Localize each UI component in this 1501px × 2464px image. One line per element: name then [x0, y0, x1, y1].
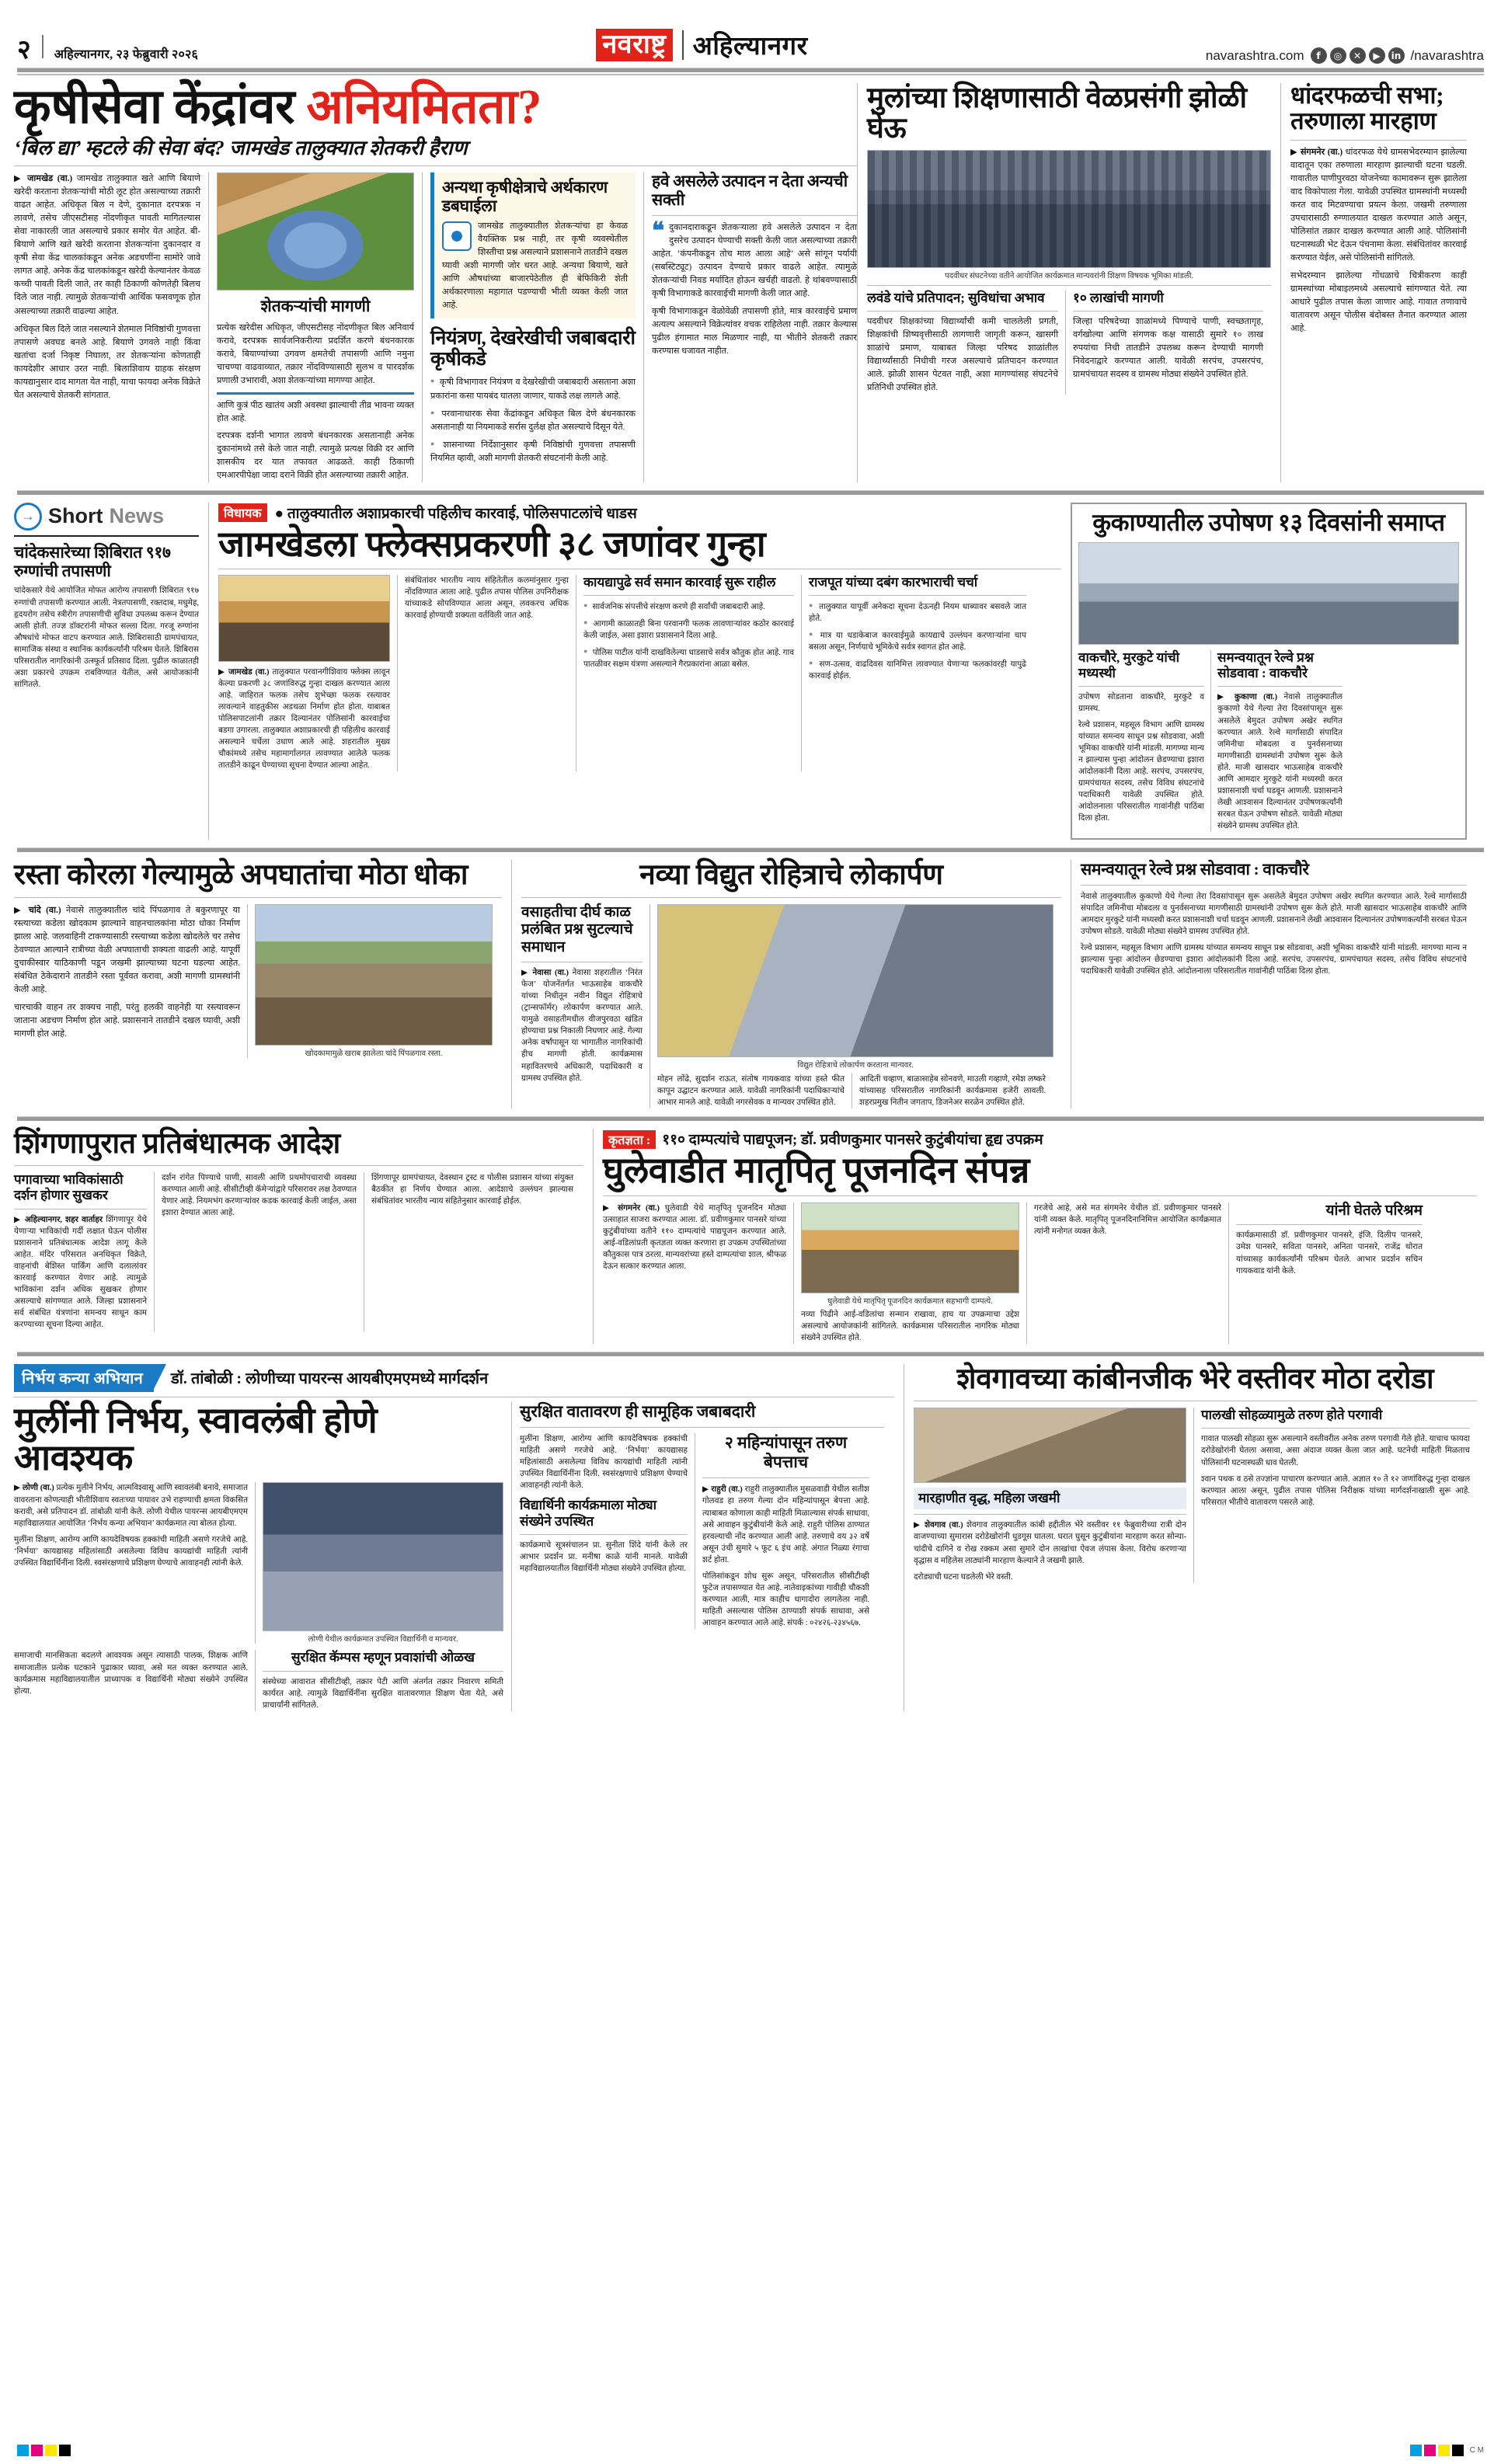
row-four: [14, 1129, 1487, 1344]
lead-body-4: कृषी विभागाकडून वेळोवेळी तपासणी होते, मात्र कारवाईचे प्रमाण अत्यल्प असल्याने विक्रेत्यांवर वचक राहिलेला नाही. तक्रार केल्यास पुढील हंगामात माल मिळणार नाही, या भीतीने शेतकरी तक्रार करण्यास धजावत नाहीत.: [652, 307, 857, 357]
road-photo: [255, 904, 493, 1046]
ghulewadi-kicker-label: कृतज्ञता :: [603, 1130, 656, 1149]
education-col-left: [867, 291, 1065, 394]
hunger-headline: कुकाण्यातील उपोषण १३ दिवसांनी समाप्त: [1092, 508, 1445, 536]
flex-sub-left: कायद्यापुढे सर्व समान कारवाई सुरू राहील: [583, 574, 776, 590]
masthead: [14, 0, 1487, 64]
road-body-2: चारचाकी वाहन तर शक्यच नाही, परंतु हलकी वाहनेही या रस्त्यावरून जाताना अडचण निर्माण होत आहे. प्रशासनाने तातडीने दखल घ्यावी, अशी मागणी होत आहे.: [14, 1002, 240, 1039]
flex-col-2: [397, 575, 576, 772]
list-item: ● पोलिस पाटील यांनी दाखविलेल्या धाडसाचे सर्वत्र कौतुक होत आहे. गाव पातळीवर सक्षम यंत्रणा असल्याने गैरप्रकारांना आळा बसेल.: [583, 646, 794, 670]
hunger-photo-caption: उपोषण सोडताना वाकचौरे, मुरकुटे व ग्रामस्थ.: [1078, 693, 1204, 714]
row-two: [14, 503, 1487, 840]
road-headline: रस्ता कोरला गेल्यामुळे अपघातांचा मोठा धोका: [14, 859, 468, 892]
flex-bullets-right: [809, 600, 1026, 682]
education-photo: [867, 150, 1271, 268]
farmers-demand-heading: शेतकऱ्यांची मागणी: [260, 297, 371, 316]
girls-body-2: मुलींना शिक्षण, आरोग्य आणि कायदेविषयक हक्कांची माहिती असणे गरजेचे आहे. ‘निर्भया’ कायद्यासह महिलांसाठी असलेल्या विविध कायद्यांची माहिती त्यांनी उपस्थित विद्यार्थिनींना दिली. स्वसंरक्षणाचे प्रशिक्षण घेण्याचे आवाहनही त्यांनी केले.: [14, 1535, 248, 1568]
lead-col-1: [14, 172, 208, 482]
ghulewadi-body-right: कार्यक्रमासाठी डॉ. प्रवीणकुमार पानसरे, इंजि. दिलीप पानसरे, उमेश पानसरे, सविता पानसरे, अनिता पानसरे, राजेंद्र थोरात यांच्यासह कार्यकर्त्यांनी परिश्रम घेतले. आभार प्रदर्शन सचिन गायकवाड यांनी केले.: [1236, 1231, 1423, 1276]
flex-body: ▶ जामखेड (वा.) तालुक्यात परवानगीशिवाय फ्लेक्स लावून केल्या प्रकरणी ३८ जणांविरुद्ध गुन्हा दाखल करण्यात आला आहे. जाहिरात फलक तसेच शुभेच्छा फलक रस्त्यावर लावल्याने वाहतुकीस अडथळा निर्माण होत होता. याबाबत पोलिसपाटलांनी तक्रार दिल्यानंतर पोलिसांनी कारवाईचा बडगा उगारला. तालुक्यात अशाप्रकारची ही पहिलीच कारवाई असल्याने चर्चेला उधाण आले आहे. शहरातील मुख्य चौकांमध्ये तसेच महामार्गालगत लावण्यात आलेले फलक तातडीने काढून घेण्याच्या सूचना देण्यात आल्या आहेत.: [218, 667, 390, 771]
agriculture-gear-icon: [442, 221, 472, 251]
shinganapur-col-2: [154, 1172, 364, 1331]
force-box-text: ❝ दुकानदाराकडून शेतकऱ्याला हवे असलेले उत्पादन न देता दुसरेच उत्पादन घेण्याची सक्ती केली जात असल्याच्या तक्रारी आहेत. ‘कंपनीकडून तोच माल आला आहे’ असे सांगून पर्यायी (सबस्टिट्यूट) उत्पादन देण्याचे प्रकार वाढले आहेत. त्यामुळे शेतकऱ्यांची निवड मर्यादित होऊन खर्चही वाढतो. हे थांबवण्यासाठी कृषी विभागाकडे कारवाईची मागणी केली जात आहे.: [652, 218, 857, 299]
short-news-header: [14, 503, 199, 531]
hunger-cont-body-2: रेल्वे प्रशासन, महसूल विभाग आणि ग्रामस्थ यांच्यात समन्वय साधून प्रश्न सोडवावा, अशी भूमिका वाकचौरे यांनी मांडली. मागण्या मान्य न झाल्यास पुन्हा आंदोलन छेडण्याचा इशारा आंदोलकांनी दिला आहे. सरपंच, उपसरपंच, ग्रामपंचायत सदस्य, तसेच विविध संघटनांचे पदाधिकारी यावेळी उपस्थित होते. आंदोलनाला परिसरातील गावांनीही पाठिंबा दिला होता.: [1081, 943, 1467, 976]
flex-bullets-left: [583, 600, 794, 670]
short-news-block: [14, 503, 208, 840]
fertilizer-photo: [217, 172, 414, 291]
girls-left: [14, 1402, 511, 1711]
road-col-right: [247, 904, 493, 1058]
shinganapur-body: ▶ अहिल्यानगर, शहर वार्ताहर शिंगणापूर येथे येणाऱ्या भाविकांची गर्दी लक्षात घेऊन पोलीस प्रशासनाने प्रतिबंधात्मक आदेश लागू केले आहेत. मंदिर परिसरात अनधिकृत विक्रेते, वाहनांची बेशिस्त पार्किंग आणि दलालांवर कारवाई करण्यात येणार आहे. त्यामुळे भाविकांना दर्शन अधिक सुखकर होणार असल्याचे सांगण्यात आले. जिल्हा प्रशासनाने सर्व संबंधित यंत्रणांना समन्वय साधून काम करण्याच्या सूचना दिल्या आहेत.: [14, 1215, 147, 1330]
robbery-sub-left: मारहाणीत वृद्ध, महिला जखमी: [914, 1488, 1186, 1509]
lead-headline: कृषीसेवा केंद्रांवर अनियमितता?: [14, 81, 542, 134]
hunger-cont-heading: समन्वयातून रेल्वे प्रश्न सोडवावा : वाकचौरे: [1081, 860, 1309, 879]
force-box-heading: हवे असलेले उत्पादन न देता अन्यची सक्ती: [652, 172, 848, 210]
flex-col-1: [218, 575, 397, 772]
ghulewadi-photo: [801, 1202, 1019, 1293]
list-item: ● सण-उत्सव, वाढदिवस यानिमित्त लावण्यात येणाऱ्या फलकांवरही यापुढे कारवाई होईल.: [809, 658, 1026, 682]
ghulewadi-body-3: गरजेचे आहे, असे मत संगमनेर येथील डॉ. प्रवीणकुमार पानसरे यांनी व्यक्त केले. मातृपितृ पूजनदिनानिमित्त आयोजित कार्यक्रमात त्यांनी मनोगत व्यक्त केले.: [1034, 1203, 1221, 1236]
girls-sub-left-body: संस्थेच्या आवारात सीसीटीव्ही, तक्रार पेटी आणि अंतर्गत तक्रार निवारण समिती कार्यरत आहे. त्यामुळे विद्यार्थिनींना सुरक्षित वातावरणात शिक्षण घेता येते, असे प्राचार्यांनी सांगितले.: [263, 1677, 503, 1710]
transformer-sub: वसाहतीचा दीर्घ काळ प्रलंबित प्रश्न सुटल्याचे समाधान: [521, 903, 633, 956]
cmyk-bar-right: [1410, 2445, 1464, 2456]
quote-icon: ❝: [652, 218, 665, 245]
ghulewadi-photo-caption: घुलेवाडी येथे मातृपितृ पूजनदिन कार्यक्रमात सहभागी दाम्पत्ये.: [827, 1296, 993, 1306]
facebook-icon[interactable]: f: [1311, 47, 1327, 64]
meeting-body: ▶ संगमनेर (वा.) धांदरफळ येथे ग्रामसभेदरम्यान झालेल्या वादातून एका तरुणाला मारहाण झाल्याची घटना घडली. गावातील पाणीपुरवठा योजनेच्या कामावरून सुरू झालेला वाद विकोपाला गेला. यावेळी उपस्थित ग्रामस्थांनी मध्यस्थी करत वाद मिटवण्याचा प्रयत्न केला. जखमी तरुणाला उपचारासाठी रुग्णालयात दाखल करण्यात आले असून, पोलिसांत तक्रार दाखल करण्यात आली आहे. पोलिसांनी घटनास्थळी भेट देऊन पंचनामा केला. संबंधितांवर कारवाई करण्यात येईल, असे पोलिसांनी सांगितले.: [1290, 147, 1468, 263]
shinganapur-story: [14, 1129, 593, 1344]
meeting-story: [1280, 83, 1467, 482]
list-item: ● परवानाधारक सेवा केंद्रांकडून अधिकृत बिल देणे बंधनकारक असतानाही या नियमाकडे सर्रास दुर्लक्ष होत असल्याचे दिसून येते.: [430, 408, 636, 434]
ghulewadi-sub-right: यांनी घेतले परिश्रम: [1325, 1202, 1423, 1219]
hunger-col-right: [1210, 650, 1343, 833]
robbery-body-2: गावात पालखी सोहळा सुरू असल्याने वस्तीवरील अनेक तरुण परगावी गेले होते. याचाच फायदा दरोडेखोरांनी घेतला असावा, असा अंदाज व्यक्त केला जात आहे. घटनेची माहिती मिळताच पोलिसांनी घटनास्थळी धाव घेतली.: [1201, 1435, 1470, 1467]
lead-headline-accent: अनियमितता?: [306, 81, 542, 134]
transformer-story: [511, 860, 1071, 1108]
ghulewadi-col-1: [603, 1202, 793, 1344]
flex-story: [208, 503, 1071, 840]
hunger-sub-right: समन्वयातून रेल्वे प्रश्न सोडवावा : वाकचौरे: [1217, 649, 1314, 680]
road-story: [14, 860, 511, 1108]
missing-body-2: पोलिसांकडून शोध सुरू असून, परिसरातील सीसीटीव्ही फुटेज तपासण्यात येत आहे. नातेवाइकांच्या गावीही चौकशी करण्यात आली, मात्र काहीच धागादोरा लागलेला नाही. माहिती असल्यास पोलिस ठाण्याशी संपर्क साधावा, असे आवाहन करण्यात आले आहे. संपर्क : ०२४२६-२३४५६७.: [702, 1571, 869, 1628]
lead-col-4: [643, 172, 857, 482]
x-twitter-icon[interactable]: ✕: [1350, 47, 1366, 64]
cmyk-registration-marks: [17, 2445, 71, 2456]
list-item: ● सार्वजनिक संपत्तीचे संरक्षण करणे ही सर्वांची जबाबदारी आहे.: [583, 600, 794, 613]
flex-col-3: [576, 575, 801, 772]
hunger-col-left: [1078, 650, 1210, 833]
transformer-body-3: आदिती चव्हाण, बाळासाहेब सोनवणे, माउली गव्हाणे, रमेश लष्करे यांच्यासह परिसरातील नागरिकांनी कार्यक्रमास हजेरी लावली. शहरप्रमुख नितीन जगताप, डिजनेअर सरळेन उपस्थित होते.: [859, 1074, 1046, 1107]
short-news-label-2: News: [109, 504, 165, 528]
flex-story-flag: विधायक: [218, 503, 267, 522]
arrow-circle-icon: [14, 503, 42, 531]
girls-body: ▶ लोणी (वा.) प्रत्येक मुलीने निर्भय, आत्मविश्वासू आणि स्वावलंबी बनावे, समाजात वावरताना कोणत्याही भीतीशिवाय स्वतःच्या पायावर उभे राहण्याची क्षमता विकसित करावी, असे प्रतिपादन डॉ. तांबोळी यांनी केले. लोणी येथील पायरन्स आयबीएमएम महाविद्यालयात आयोजित ‘निर्भय कन्या अभियान’ कार्यक्रमात त्या बोलत होत्या.: [14, 1484, 248, 1528]
transformer-body-2: मोहन लोंढे, सुदर्शन राऊत, संतोष गायकवाड यांच्या हस्ते फीत कापून उद्घाटन करण्यात आले. यावेळी नागरिकांनी पदाधिकाऱ्यांचे आभार मानले आहे. यावेळी नगरसेवक व मान्यवर उपस्थित होते.: [657, 1074, 845, 1107]
row-top: [14, 83, 1487, 482]
short-news-item-text: चांदेकसारे येथे आयोजित मोफत आरोग्य तपासणी शिबिरात ९१७ रुग्णांची तपासणी करण्यात आली. नेत्रतपासणी, रक्तदाब, मधुमेह, हृदयरोग तसेच स्त्रीरोग तपासणीची सुविधा उपलब्ध करून देण्यात आली होती. तज्ज्ञ डॉक्टरांनी मोफत सल्ला दिला. गरजू रुग्णांना औषधांचे मोफत वाटप करण्यात आले. शिबिरासाठी ग्रामपंचायत, सामाजिक संस्था व स्थानिक कार्यकर्त्यांनी परिश्रम घेतले. शिबिरास परिसरातील नागरिकांनी उत्स्फूर्त प्रतिसाद दिला. पुढील काळातही अशा प्रकारचे उपक्रम राबविण्यात येतील, असे आयोजकांनी सांगितले.: [14, 586, 199, 690]
education-col-right: [1065, 291, 1263, 394]
shinganapur-headline: शिंगणापुरात प्रतिबंधात्मक आदेश: [14, 1127, 340, 1160]
education-sub-left: लवंडे यांचे प्रतिपादन; सुविधांचा अभाव: [867, 291, 1045, 306]
robbery-photo-caption: दरोड्याची घटना घडलेली भेरे वस्ती.: [914, 1572, 1013, 1582]
hunger-body-2: रेल्वे प्रशासन, महसूल विभाग आणि ग्रामस्थ यांच्यात समन्वय साधून प्रश्न सोडवावा, अशी भूमिका वाकचौरे यांनी मांडली. मागण्या मान्य न झाल्यास पुन्हा आंदोलन छेडण्याचा इशारा आंदोलकांनी दिला आहे. सरपंच, उपसरपंच, ग्रामपंचायत सदस्य, तसेच विविध संघटनांचे पदाधिकारी यावेळी उपस्थित होते. आंदोलनाला परिसरातील गावांनीही पाठिंबा दिला होता.: [1078, 720, 1204, 823]
ghulewadi-story: [593, 1129, 1477, 1344]
short-news-label-1: Short: [48, 504, 103, 528]
transformer-headline: नव्या विद्युत रोहित्राचे लोकार्पण: [639, 859, 943, 892]
cmyk-bar-left: [17, 2445, 71, 2456]
lead-dateline-para: ▶ जामखेड (वा.) जामखेड तालुक्यात खते आणि बियाणे खरेदी करताना शेतकऱ्यांची मोठी लूट होत असल्याच्या तक्रारी वाढत आहेत. अधिकृत बिल न देणे, दुकानात दरपत्रक न लावणे, तसेच जीएसटीसह नोंदणीकृत पावती मागितल्यास सेवा नाकारली जात असल्याचे प्रकार समोर येत आहेत. बी-बियाणे आणि खते खरेदी करताना शेतकऱ्यांना दुकानदार व कृषी सेवा केंद्र चालकांकडून अनेक अडचणींना सामोरे जावे लागत आहे. अनेक केंद्र चालकांकडून खरेदी केल्यानंतर केवळ कच्ची पावती दिली जाते, तर काही ठिकाणी कोणतेही बिलच दिले जात नाही. त्यामुळे शेतकऱ्यांची आर्थिक फसवणूक होत असल्याच्या तक्रारी वाढल्या आहेत.: [14, 174, 200, 316]
social-handle[interactable]: /navarashtra: [1410, 47, 1484, 63]
list-item: ● कृषी विभागावर नियंत्रण व देखरेखीची जबाबदारी असताना अशा प्रकारांना कसा पायबंद घातला जाणार, याकडे लक्ष लागले आहे.: [430, 376, 636, 402]
row-five: [14, 1364, 1487, 1711]
transformer-col-1: [521, 904, 650, 1108]
website-link[interactable]: navarashtra.com: [1205, 47, 1304, 63]
control-box-bullets: [430, 376, 636, 465]
edition-date: अहिल्यानगर, २३ फेब्रुवारी २०२६: [54, 48, 199, 61]
education-photo-caption: पदवीधर संघटनेच्या वतीने आयोजित कार्यक्रमात मान्यवरांनी शिक्षण विषयक भूमिका मांडली.: [945, 272, 1193, 281]
robbery-col-left: [914, 1408, 1193, 1583]
short-news-item-heading: चांदेकसारेच्या शिबिरात ९१७ रुग्णांची तपासणी: [14, 542, 171, 581]
warning-box-text: जामखेड तालुक्यातील शेतकऱ्यांचा हा केवळ वैयक्तिक प्रश्न नाही, तर कृषी व्यवस्थेतील शिस्तीचा प्रश्न असल्याने प्रशासनाने तातडीने दखल घ्यावी अशी मागणी जोर धरत आहे. अन्यथा बियाणे, खते आणि औषधांच्या बाजारपेठेतील ही बेफिकिरी शेती अर्थकारणाला महागात पडण्याची भीती व्यक्त केली जात आहे.: [442, 221, 628, 311]
masthead-right: [1206, 47, 1484, 64]
masthead-divider: [42, 35, 44, 58]
masthead-logo[interactable]: [596, 27, 807, 62]
education-story: [857, 83, 1280, 482]
warning-box: [430, 172, 636, 318]
education-headline: मुलांच्या शिक्षणासाठी वेळप्रसंगी झोळी घेऊ: [867, 82, 1247, 145]
page-number: २: [17, 36, 31, 64]
masthead-rule-thin: [17, 74, 1484, 75]
masthead-left: [17, 35, 198, 64]
warning-box-heading: अन्यथा कृषीक्षेत्राचे अर्थकारण डबघाईला: [442, 178, 608, 215]
ghulewadi-headline: घुलेवाडीत मातृपितृ पूजनदिन संपन्न: [603, 1150, 1030, 1190]
farmers-demand-text: प्रत्येक खरेदीस अधिकृत, जीएसटीसह नोंदणीकृत बिल अनिवार्य करावे, दरपत्रक सार्वजनिकरीत्या प्रदर्शित करणे बंधनकारक करावे, बियाण्यांच्या उगवण क्षमतेची तपासणी आणि नमुना चाचण्या वाढवाव्यात, तक्रार नोंदविण्यासाठी सुलभ व पारदर्शक प्रणाली उभारावी, अशा शेतकऱ्यांच्या मागण्या आहेत.: [217, 322, 414, 385]
lead-body-3: दरपत्रक दर्शनी भागात लावणे बंधनकारक असतानाही अनेक दुकानांमध्ये तसे केले जात नाही. त्यामुळे प्रत्यक्ष विक्री दर आणि शासकीय दर यात तफावत आढळते. काही ठिकाणी एमआरपीपेक्षा जादा दराने विक्री होत असल्याच्या तक्रारी आहेत.: [217, 430, 414, 480]
missing-headline: २ महिन्यांपासून तरुण बेपत्ताच: [724, 1432, 848, 1472]
brand-divider: [682, 30, 684, 60]
registration-mark-label: C M: [1469, 2446, 1484, 2455]
lead-story: [14, 83, 857, 482]
education-body-right: जिल्हा परिषदेच्या शाळांमध्ये पिण्याचे पाणी, स्वच्छतागृह, वर्गखोल्या आणि संगणक कक्ष यासाठी सुमारे १० लाख रुपयांचा निधी तातडीने उपलब्ध करून देण्याची मागणी निवेदनाद्वारे करण्यात आली. यावेळी सरपंच, उपसरपंच, ग्रामपंचायत सदस्य व ग्रामस्थ मोठ्या संख्येने उपस्थित होते.: [1073, 316, 1263, 379]
road-photo-caption: खोदकामामुळे खराब झालेला चांदे पिंपळगाव रस्ता.: [305, 1049, 443, 1058]
hunger-photo: [1078, 542, 1459, 645]
robbery-photo: [914, 1408, 1186, 1483]
transformer-photo-caption: विद्युत रोहित्राचे लोकार्पण करताना मान्यवर.: [797, 1060, 914, 1070]
brand-name: नवराष्ट्र: [596, 29, 672, 61]
shinganapur-col-1: [14, 1172, 154, 1331]
robbery-headline: शेवगावच्या कांबीनजीक भेरे वस्तीवर मोठा दरोडा: [956, 1363, 1434, 1395]
row-three: [14, 860, 1487, 1108]
girls-sub-mid: सुरक्षित वातावरण ही सामूहिक जबाबदारी: [520, 1401, 756, 1421]
robbery-body: ▶ शेवगाव (वा.) शेवगाव तालुक्यातील कांबी हद्दीतील भेरे वस्तीवर ११ फेब्रुवारीच्या रात्री दोन वाजण्याच्या सुमारास दरोडेखोरांनी धुडगूस घातला. घरात घुसून कुटुंबीयांना मारहाण करत सोन्या-चांदीचे दागिने व रोख रक्कम असा सुमारे दोन लाखांचा ऐवज लंपास केला. विरोध करणाऱ्या वृद्धास व महिलेस लाठ्यांनी मारहाण केल्याने ते जखमी झाले.: [914, 1521, 1186, 1565]
flex-story-photo: [218, 575, 390, 662]
girls-body-3: समाजाची मानसिकता बदलणे आवश्यक असून त्यासाठी पालक, शिक्षक आणि समाजातील प्रत्येक घटकाने पुढाकार घ्यावा, असे मत व्यक्त करण्यात आले. कार्यक्रमास महाविद्यालयातील प्राध्यापक व विद्यार्थिनी मोठ्या संख्येने उपस्थित होत्या.: [14, 1651, 248, 1696]
girls-right: [511, 1402, 884, 1711]
hunger-strike-story: [1071, 503, 1467, 840]
list-item: ● शासनाच्या निर्देशानुसार कृषी निविष्ठांची गुणवत्ता तपासणी नियमित व्हावी, अशी मागणी शेतकरी संघटनांनी केली आहे.: [430, 439, 636, 465]
robbery-sub-right: पालखी सोहळ्यामुळे तरुण होते परगावी: [1201, 1408, 1383, 1423]
girls-headline: मुलींनी निर्भय, स्वावलंबी होणे आवश्यक: [14, 1400, 378, 1477]
meeting-headline: धांदरफळची सभा; तरुणाला मारहाण: [1290, 82, 1444, 134]
flex-story-headline: जामखेडला फ्लेक्सप्रकरणी ३८ जणांवर गुन्हा: [218, 524, 766, 564]
lead-subheadline: ‘बिल द्या’ म्हटले की सेवा बंद? जामखेड तालुक्यात शेतकरी हैराण: [14, 137, 468, 160]
road-body: ▶ चांदे (वा.) नेवासे तालुक्यातील चांदे पिंपळगाव ते बकुरणापूर या रस्त्याच्या कडेला खोदकाम झाल्याने वाहनचालकांना मोठा धोका निर्माण झाला आहे. जलवाहिनी टाकण्यासाठी रस्त्याच्या कडेला खोदलेले चर तसेच ठेवण्यात आल्याने रात्रीच्या वेळी अपघाताची शक्यता वाढली आहे. यापूर्वी दुचाकीस्वार याठिकाणी पडून जखमी झाल्याच्या घटना घडल्या आहेत. संबंधित ठेकेदाराने तातडीने रस्ता पूर्ववत करावा, अशी मागणी ग्रामस्थांनी केली आहे.: [14, 905, 241, 994]
footer-right: [1410, 2445, 1484, 2456]
shinganapur-sub: पगावाच्या भाविकांसाठी दर्शन होणार सुखकर: [14, 1171, 124, 1203]
hunger-sub-left: वाकचौरे, मुरकुटे यांची मध्यस्थी: [1078, 649, 1180, 680]
shinganapur-body-2: दर्शन रांगेत पिण्याचे पाणी, सावली आणि प्रथमोपचाराची व्यवस्था करण्यात आली आहे. सीसीटीव्ही कॅमेऱ्यांद्वारे परिसरावर लक्ष ठेवण्यात येणार आहे. नियमभंग करणाऱ्यांवर कडक कारवाई केली जाईल, असा इशारा देण्यात आला आहे.: [162, 1173, 357, 1218]
lead-body-1: जामखेड तालुक्यात खते आणि बियाणे खरेदी करताना शेतकऱ्यांची मोठी लूट होत असल्याच्या तक्रारी वाढत आहेत. अधिकृत बिल न देणे, दुकानात दरपत्रक न लावणे, तसेच जीएसटीसह नोंदणीकृत पावती मागितल्यास सेवा नाकारली जात असल्याचे प्रकार समोर येत आहेत. बी-बियाणे आणि खते खरेदी करताना शेतकऱ्यांना दुकानदार व कृषी सेवा केंद्र चालकांकडून अनेक अडचणींना सामोरे जावे लागत आहे. अनेक केंद्र चालकांकडून खरेदी केल्यानंतर केवळ कच्ची पावती दिली जाते, तर काही ठिकाणी कोणतेही बिलच दिले जात नाही. त्यामुळे शेतकऱ्यांची आर्थिक फसवणूक होत असल्याच्या तक्रारी वाढल्या आहेत.: [14, 174, 200, 316]
lead-col-2: [208, 172, 422, 482]
girls-photo-caption: लोणी येथील कार्यक्रमात उपस्थित विद्यार्थिनी व मान्यवर.: [308, 1635, 458, 1644]
ghulewadi-col-2: [793, 1202, 1026, 1344]
shinganapur-body-3: शिंगणापूर ग्रामपंचायत, देवस्थान ट्रस्ट व पोलीस प्रशासन यांच्या संयुक्त बैठकीत हा निर्णय घेण्यात आला. आदेशाचे उल्लंघन झाल्यास संबंधितांवर भारतीय न्याय संहितेनुसार कारवाई होईल.: [371, 1173, 573, 1206]
flex-col-4: [801, 575, 1026, 772]
transformer-col-2: [650, 904, 1053, 1108]
lead-body-2: अधिकृत बिल दिले जात नसल्याने शेतमाल निविष्ठांची गुणवत्ता तपासणे अवघड बनले आहे. बियाणे उगवले नाही किंवा खतांचा दर्जा निकृष्ट निघाला, तर शेतकऱ्यांना कोणताही कायदेशीर आधार उरत नाही. बिलाशिवाय ग्राहक संरक्षण कायद्यानुसार दाद मागता येत नाही, याचा फायदा अनेक विक्रेते घेत असल्याचे शेतकरी सांगतात.: [14, 324, 200, 400]
hunger-body: ▶ कुकाणा (वा.) नेवासे तालुक्यातील कुकाणो येथे गेल्या तेरा दिवसांपासून सुरू असलेले बेमुदत उपोषण अखेर स्थगित करण्यात आले. रेल्वे मार्गासाठी संपादित जमिनीचा मोबदला व पुनर्वसनाच्या मागणीसाठी ग्रामस्थांनी उपोषण सुरू केले होते. माजी खासदार भाऊसाहेब वाकचौरे आणि आमदार मुरकुटे यांनी मध्यस्थी करत प्रशासनाशी चर्चा घडवून आणली. प्रशासनाने लेखी आश्वासन दिल्यानंतर उपोषणकर्त्यांनी सरबत घेऊन उपोषण सोडले. यावेळी मोठ्या संख्येने ग्रामस्थ उपस्थित होते.: [1217, 693, 1343, 831]
shinganapur-col-3: [364, 1172, 573, 1331]
list-item: ● मात्र या धडाकेबाज कारवाईमुळे कायद्याचे उल्लंघन करणाऱ्यांना चाप बसला असून, निर्णयाचे भूमिकेचे सर्वत्र स्वागत होत आहे.: [809, 629, 1026, 653]
girls-sub-left: सुरक्षित कॅम्पस म्हणून प्रवाशांची ओळख: [291, 1650, 475, 1665]
hunger-cont-body: नेवासे तालुक्यातील कुकाणो येथे गेल्या तेरा दिवसांपासून सुरू असलेले बेमुदत उपोषण अखेर स्थगित करण्यात आले. रेल्वे मार्गासाठी संपादित जमिनीचा मोबदला व पुनर्वसनाच्या मागणीसाठी ग्रामस्थांनी उपोषण सुरू केले होते. माजी खासदार भाऊसाहेब वाकचौरे आणि आमदार मुरकुटे यांनी मध्यस्थी करत प्रशासनाशी चर्चा घडवून आणली. प्रशासनाने लेखी आश्वासन दिल्यानंतर उपोषणकर्त्यांनी सरबत घेऊन उपोषण सोडले. यावेळी मोठ्या संख्येने ग्रामस्थ उपस्थित होते.: [1081, 892, 1467, 936]
girls-sub-mid2: विद्यार्थिनी कार्यक्रमाला मोठ्या संख्येने उपस्थित: [520, 1498, 656, 1529]
ghulewadi-body: ▶ संगमनेर (वा.) घुलेवाडी येथे मातृपितृ पूजनदिन मोठ्या उत्साहात साजरा करण्यात आला. डॉ. प्रवीणकुमार पानसरे यांच्या कुटुंबीयांच्या वतीने ११० दाम्पत्यांचे पाद्यपूजन करण्यात आले. आई-वडिलांप्रती कृतज्ञता व्यक्त करणारा हा उपक्रम उपस्थितांच्या कौतुकास पात्र ठरला. मान्यवरांच्या हस्ते दाम्पत्यांचा शाल, श्रीफळ देऊन सत्कार करण्यात आला.: [603, 1203, 786, 1271]
education-body-left: पदवीधर शिक्षकांच्या विद्यार्थ्यांची कमी चाललेली प्रगती, शिक्षकांची शिष्यवृत्तीसाठी लागणारी जागृती करून, खासगी शाळांचे प्रमाण, याबाबत जिल्हा परिषद शाळांतील विद्यार्थ्यांसाठी निधीची गरज असल्याचे प्रतिपादन करण्यात आले. झोळी शासन पेटवत नाही, अशा मागण्यांसह संघटनेचे प्रतिनिधी उपस्थित होते.: [867, 316, 1058, 392]
ghulewadi-body-2: नव्या पिढीने आई-वडिलांचा सन्मान राखावा, हाच या उपक्रमाचा उद्देश असल्याचे आयोजकांनी सांगितले. कार्यक्रमास परिसरातील नागरिक मोठ्या संख्येने उपस्थित होते.: [801, 1310, 1019, 1342]
girls-photo: [263, 1482, 503, 1631]
instagram-icon[interactable]: ◎: [1330, 47, 1346, 64]
transformer-body: ▶ नेवासा (वा.) नेवासा शहरातील ‘निरंत फेज’ योजनेंतर्गत भाऊसाहेब वाकचौरे यांच्या निधीतून नवीन विद्युत रोहित्राचे (ट्रान्सफॉर्मर) लोकार्पण करण्यात आले. यामुळे वसाहतीमधील वीजपुरवठा खंडित होण्याचा प्रश्न निकाली निघणार आहे. गेल्या अनेक वर्षांपासून या भागातील नागरिकांची हीच मागणी होती. कार्यक्रमास महावितरणचे अधिकारी, पदाधिकारी व ग्रामस्थ उपस्थित होते.: [521, 968, 643, 1083]
hunger-continuation: [1071, 860, 1467, 1108]
control-box-heading: नियंत्रण, देखरेखीची जबाबदारी कृषीकडे: [430, 328, 636, 371]
girls-campaign-story: [14, 1364, 904, 1711]
flex-body-2: संबंधितांवर भारतीय न्याय संहितेतील कलमांनुसार गुन्हा नोंदविण्यात आला आहे. पुढील तपास पोलिस उपनिरीक्षक यांच्याकडे सोपविण्यात आला असून, लवकरच अधिक कारवाई होण्याची शक्यता वर्तविली जात आहे.: [405, 576, 569, 620]
youtube-icon[interactable]: ▶: [1369, 47, 1385, 64]
masthead-rule: [17, 68, 1484, 72]
flex-story-kicker: ● तालुक्यातील अशाप्रकारची पहिलीच कारवाई, पोलिसपाटलांचे धाडस: [274, 505, 637, 522]
farmers-demand-text-2: आणि कुत्रं पीठ खातंय अशी अवस्था झाल्याची तीव्र भावना व्यक्त होत आहे.: [217, 400, 414, 423]
meeting-body-2: सभेदरम्यान झालेल्या गोंधळाचे चित्रीकरण काही ग्रामस्थांच्या मोबाइलमध्ये असल्याचे सांगण्यात येते. त्या आधारे पुढील तपास केला जाणार आहे. गावात तणावाचे वातावरण असून पोलीस बंदोबस्त तैनात करण्यात आला आहे.: [1290, 270, 1467, 333]
robbery-story: [904, 1364, 1477, 1711]
girls-sub-mid2-body: कार्यक्रमाचे सूत्रसंचालन प्रा. सुनीता शिंदे यांनी केले तर आभार प्रदर्शन प्रा. मनीषा काळे यांनी मानले. यावेळी महाविद्यालयातील विद्यार्थिनी मोठ्या संख्येने उपस्थित होत्या.: [520, 1541, 688, 1574]
linkedin-icon[interactable]: in: [1388, 47, 1405, 64]
education-sub-right: १० लाखांची मागणी: [1073, 291, 1164, 306]
transformer-photo: [657, 904, 1053, 1057]
missing-body: ▶ राहुरी (वा.) राहुरी तालुक्यातील मुसळवाडी येथील सतीश गोलवड हा तरुण गेल्या दोन महिन्यांपासून बेपत्ता आहे. त्याबाबत कोणाला काही माहिती मिळाल्यास संपर्क साधावा, असे आवाहन कुटुंबीयांनी केले आहे. राहुरी पोलिस ठाण्यात हरवल्याची नोंद करण्यात आली आहे. तरुणाचे वय ३२ वर्षे असून उंची सुमारे ५ फूट ६ इंच आहे. अंगात निळ्या रंगाचा शर्ट होता.: [702, 1485, 869, 1564]
missing-story: [695, 1433, 869, 1629]
brand-edition: अहिल्यानगर: [692, 33, 808, 61]
girls-campaign-flag: निर्भय कन्या अभियान: [14, 1364, 154, 1392]
girls-campaign-kicker: डॉ. तांबोळी : लोणीच्या पायरन्स आयबीएमएमध्ये मार्गदर्शन: [170, 1370, 489, 1388]
ghulewadi-col-3: [1026, 1202, 1228, 1344]
ghulewadi-kicker: ११० दाम्पत्यांचे पाद्यपूजन; डॉ. प्रवीणकुमार पानसरे कुटुंबीयांचा हृद्य उपक्रम: [662, 1131, 1043, 1148]
lead-col-3: [422, 172, 643, 482]
flex-sub-right: राजपूत यांच्या दबंग कारभाराची चर्चा: [809, 574, 978, 590]
robbery-body-3: श्वान पथक व ठसे तज्ज्ञांना पाचारण करण्यात आले. अज्ञात १० ते १२ जणांविरुद्ध गुन्हा दाखल करण्यात आला असून, पुढील तपास पोलिस निरीक्षक यांच्या मार्गदर्शनाखाली सुरू आहे. परिसरात भीतीचे वातावरण पसरले आहे.: [1201, 1474, 1470, 1507]
social-icons: [1311, 47, 1405, 64]
list-item: ● आगामी काळातही बिना परवानगी फलक लावणाऱ्यांवर कठोर कारवाई केली जाईल, असा इशारा प्रशासनाने दिला आहे.: [583, 618, 794, 642]
road-col-left: [14, 904, 247, 1058]
girls-body-4: मुलींना शिक्षण, आरोग्य आणि कायदेविषयक हक्कांची माहिती असणे गरजेचे आहे. ‘निर्भया’ कायद्यासह महिलांसाठी असलेल्या विविध कायद्यांची माहिती त्यांनी उपस्थित विद्यार्थिनींना दिली. स्वसंरक्षणाचे प्रशिक्षण घेण्याचे आवाहनही त्यांनी केले.: [520, 1434, 688, 1491]
robbery-col-right: [1193, 1408, 1470, 1583]
ghulewadi-col-4: [1228, 1202, 1423, 1344]
list-item: ● तालुक्यात यापूर्वी अनेकदा सूचना देऊनही नियम धाब्यावर बसवले जात होते.: [809, 600, 1026, 625]
